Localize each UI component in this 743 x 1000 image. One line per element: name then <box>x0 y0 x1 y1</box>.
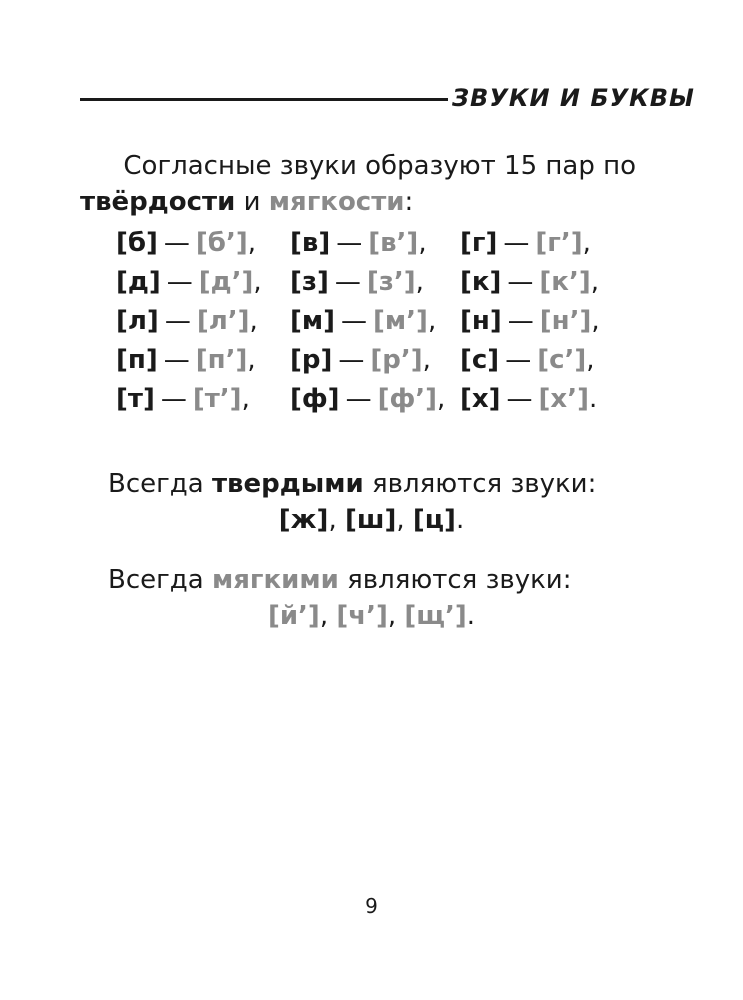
soft-sound: [т’] <box>192 384 242 414</box>
pair-punctuation: , <box>437 384 446 414</box>
consonant-pair <box>290 343 431 377</box>
hard-sound: [г] <box>460 228 498 258</box>
pair-dash: — <box>345 384 372 414</box>
sound-separator: , <box>319 601 337 631</box>
sound-separator: , <box>328 505 345 535</box>
intro-colon: : <box>404 187 414 217</box>
soft-sound: [ф’] <box>377 384 438 414</box>
pair-punctuation: , <box>422 345 431 375</box>
consonant-pair <box>116 265 262 299</box>
always-soft-sounds <box>0 598 743 634</box>
soft-sound: [х’] <box>538 384 589 414</box>
pair-dash: — <box>341 306 368 336</box>
consonant-pair <box>116 304 258 338</box>
soft-sound: [р’] <box>370 345 423 375</box>
always-hard-prefix: Всегда <box>108 469 212 499</box>
soft-sound: [з’] <box>366 267 416 297</box>
consonant-pair <box>116 226 256 260</box>
consonant-pair <box>460 382 597 416</box>
hard-sound: [д] <box>116 267 161 297</box>
hard-sound: [ш] <box>344 505 397 535</box>
sound-separator: . <box>455 505 465 535</box>
soft-sound: [н’] <box>539 306 592 336</box>
hard-sound: [н] <box>460 306 502 336</box>
pair-punctuation: , <box>415 267 424 297</box>
pair-dash: — <box>164 306 191 336</box>
pair-punctuation: , <box>590 267 599 297</box>
sound-separator: . <box>466 601 476 631</box>
consonant-pair <box>460 226 591 260</box>
pair-dash: — <box>507 267 534 297</box>
consonant-pair <box>290 226 427 260</box>
consonant-pair <box>116 382 250 416</box>
pair-dash: — <box>338 345 365 375</box>
always-hard-suffix: являются звуки: <box>363 469 597 499</box>
soft-keyword: мягкими <box>211 565 339 595</box>
hard-sound: [б] <box>116 228 158 258</box>
sound-separator: , <box>387 601 405 631</box>
pair-punctuation: , <box>418 228 427 258</box>
pair-punctuation: , <box>586 345 595 375</box>
soft-sound: [к’] <box>539 267 591 297</box>
soft-sound: [д’] <box>198 267 254 297</box>
consonant-pair <box>290 382 445 416</box>
hard-sound: [ж] <box>278 505 329 535</box>
hard-sound: [ц] <box>412 505 456 535</box>
pair-dash: — <box>160 384 187 414</box>
always-soft-prefix: Всегда <box>108 565 212 595</box>
pair-dash: — <box>506 384 533 414</box>
soft-sound: [п’] <box>195 345 248 375</box>
hard-sound: [л] <box>116 306 159 336</box>
pair-punctuation: , <box>247 228 256 258</box>
hard-sound: [ф] <box>290 384 340 414</box>
consonant-pair <box>460 265 599 299</box>
soft-sound: [щ’] <box>404 601 467 631</box>
pair-punctuation: , <box>427 306 437 336</box>
intro-line-1: Согласные звуки образуют 15 пар по <box>123 151 636 181</box>
consonant-pair <box>290 265 424 299</box>
soft-sound: [в’] <box>368 228 419 258</box>
pair-dash: — <box>503 228 530 258</box>
pair-dash: — <box>163 345 190 375</box>
pair-punctuation: . <box>588 384 598 414</box>
always-hard-sounds <box>0 502 743 538</box>
soft-sound: [л’] <box>196 306 250 336</box>
pair-punctuation: , <box>582 228 591 258</box>
intro-paragraph <box>80 148 636 220</box>
consonant-pair <box>290 304 436 338</box>
pair-dash: — <box>334 267 361 297</box>
hard-sound: [к] <box>460 267 502 297</box>
soft-sound: [ч’] <box>336 601 388 631</box>
soft-sound: [й’] <box>267 601 320 631</box>
hard-sound: [р] <box>290 345 333 375</box>
pair-punctuation: , <box>249 306 258 336</box>
pair-dash: — <box>505 345 532 375</box>
pair-punctuation: , <box>247 345 256 375</box>
header-rule <box>80 98 448 101</box>
consonant-pair <box>116 343 256 377</box>
soft-sound: [г’] <box>535 228 583 258</box>
hard-sound: [в] <box>290 228 331 258</box>
consonant-pair <box>460 343 595 377</box>
hard-sound: [с] <box>460 345 500 375</box>
page-number: 9 <box>365 894 378 918</box>
pair-punctuation: , <box>591 306 600 336</box>
hard-sound: [м] <box>290 306 336 336</box>
pair-dash: — <box>163 228 190 258</box>
soft-sound: [м’] <box>373 306 428 336</box>
soft-sound: [с’] <box>537 345 587 375</box>
hard-sound: [п] <box>116 345 158 375</box>
pair-dash: — <box>336 228 363 258</box>
intro-line-2 <box>80 184 636 220</box>
section-title: ЗВУКИ И БУКВЫ <box>452 84 695 112</box>
intro-conjunction: и <box>235 187 269 217</box>
softness-word: мягкости <box>268 187 405 217</box>
hard-sound: [з] <box>290 267 329 297</box>
soft-sound: [б’] <box>195 228 248 258</box>
always-hard-sentence <box>108 466 596 502</box>
always-soft-sentence <box>108 562 571 598</box>
pair-punctuation: , <box>241 384 250 414</box>
hardness-word: твёрдости <box>80 187 236 217</box>
hard-keyword: твердыми <box>211 469 364 499</box>
always-soft-suffix: являются звуки: <box>338 565 572 595</box>
pair-punctuation: , <box>253 267 262 297</box>
sound-separator: , <box>396 505 413 535</box>
pair-dash: — <box>507 306 534 336</box>
hard-sound: [т] <box>116 384 155 414</box>
hard-sound: [х] <box>460 384 501 414</box>
consonant-pair <box>460 304 600 338</box>
pair-dash: — <box>166 267 193 297</box>
